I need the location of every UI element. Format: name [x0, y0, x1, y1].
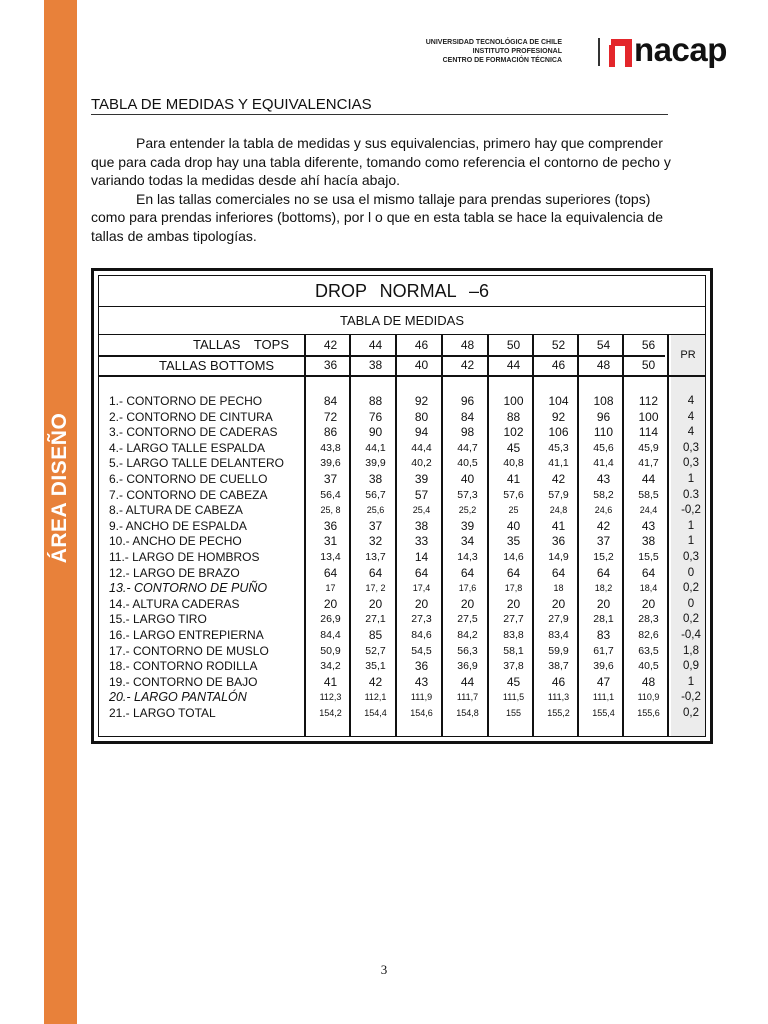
tops-size: 42 [323, 338, 338, 352]
measurement-value: 47 [596, 674, 611, 689]
measurement-value: 155,4 [592, 708, 615, 718]
measurement-value: 64 [368, 565, 383, 580]
measurement-value: 27,3 [411, 613, 432, 626]
measurement-value: 33 [414, 534, 429, 549]
pr-value: 4 [687, 395, 695, 407]
measurement-label: 20.- LARGO PANTALÓN [109, 690, 247, 705]
measurement-value: 14,3 [457, 551, 478, 563]
measurement-value: 40,5 [638, 660, 659, 673]
measurement-value: 25,6 [366, 505, 385, 516]
pr-value: 0,3 [683, 457, 699, 470]
measurement-value: 63,5 [638, 644, 659, 657]
measurement-value: 43 [641, 518, 656, 533]
measurement-value: 114 [638, 425, 659, 440]
measurement-value: 96 [460, 394, 475, 408]
measurement-value: 92 [551, 409, 566, 424]
measurement-value: 20 [506, 596, 521, 611]
measurement-label: 11.- LARGO DE HOMBROS [109, 550, 260, 564]
measurement-value: 35 [506, 534, 521, 549]
measurement-value: 41,1 [548, 457, 569, 470]
measurement-label: 21.- LARGO TOTAL [109, 706, 216, 720]
table-row-divider [99, 375, 705, 377]
measurement-value: 44,1 [365, 441, 386, 454]
pr-value: 1,8 [683, 644, 699, 657]
table-column-divider [304, 335, 306, 736]
measurement-label: 10.- ANCHO DE PECHO [109, 534, 242, 549]
measurement-value: 102 [503, 425, 524, 440]
pr-header: PR [680, 349, 696, 361]
measurement-value: 20 [414, 596, 429, 611]
measurement-value: 154,2 [319, 708, 342, 718]
bottoms-size: 44 [506, 358, 521, 372]
measurement-value: 111,3 [547, 692, 570, 703]
tops-size: 48 [460, 338, 475, 352]
tops-size: 56 [641, 338, 656, 352]
measurement-value: 57,9 [548, 488, 569, 501]
measurement-value: 54,5 [411, 644, 432, 657]
measurement-value: 59,9 [548, 644, 569, 657]
measurement-value: 57,6 [503, 488, 524, 501]
measurement-value: 38,7 [548, 660, 569, 673]
measurement-value: 100 [503, 394, 524, 408]
pr-value: 0.3 [683, 488, 699, 501]
measurement-value: 86 [323, 425, 338, 440]
measurement-value: 17,8 [504, 583, 523, 594]
measurement-value: 36 [551, 534, 566, 549]
measurement-value: 104 [548, 394, 569, 408]
pr-value: 1 [687, 535, 695, 548]
measurement-value: 39 [414, 472, 429, 486]
pr-value: -0,4 [681, 629, 701, 641]
measurement-label: 7.- CONTORNO DE CABEZA [109, 487, 268, 502]
measurement-label: 15.- LARGO TIRO [109, 612, 207, 627]
pr-value: 0,3 [683, 441, 699, 454]
measurement-value: 64 [414, 565, 429, 580]
measurement-value: 83,4 [548, 629, 569, 641]
measurement-value: 64 [551, 565, 566, 580]
measurement-value: 58,2 [593, 488, 614, 501]
measurement-label: 12.- LARGO DE BRAZO [109, 565, 240, 580]
measurement-value: 92 [414, 394, 429, 408]
measurement-value: 13,7 [365, 551, 386, 563]
measurement-label: 8.- ALTURA DE CABEZA [109, 503, 243, 518]
measurement-label: 9.- ANCHO DE ESPALDA [109, 518, 247, 533]
bottoms-size: 46 [551, 358, 566, 372]
table-subtitle: TABLA DE MEDIDAS [99, 307, 705, 335]
measurement-value: 42 [368, 674, 383, 689]
measurement-value: 42 [596, 518, 611, 533]
measurement-value: 36,9 [457, 660, 478, 673]
measurement-value: 58,5 [638, 488, 659, 501]
measurement-value: 25, 8 [320, 505, 341, 516]
measurement-value: 36 [323, 518, 338, 533]
bottoms-size: 40 [414, 358, 429, 372]
measurement-label: 18.- CONTORNO RODILLA [109, 659, 258, 674]
measurement-value: 98 [460, 425, 475, 440]
bottoms-size: 48 [596, 358, 611, 372]
measurement-value: 112,1 [364, 692, 387, 703]
measurement-value: 44,7 [457, 441, 478, 454]
pr-value: 0,9 [683, 660, 699, 673]
measurement-value: 57,3 [457, 488, 478, 501]
measurement-value: 17,4 [412, 583, 431, 594]
measurement-value: 64 [323, 565, 338, 580]
measurement-value: 20 [460, 596, 475, 611]
measurement-value: 20 [641, 596, 656, 611]
drop-title: DROP NORMAL –6 [99, 276, 705, 307]
measurement-value: 155 [505, 708, 522, 718]
measurement-value: 25,4 [412, 505, 431, 516]
intro-text [91, 134, 671, 245]
tops-label: TALLAS TOPS [193, 337, 289, 352]
table-row-divider [99, 355, 665, 357]
measurement-value: 64 [460, 565, 475, 580]
measurement-value: 83 [596, 628, 611, 642]
measurement-value: 100 [638, 409, 659, 424]
measurement-value: 45,3 [548, 441, 569, 454]
page-title: TABLA DE MEDIDAS Y EQUIVALENCIAS [91, 96, 668, 115]
measurement-value: 155,6 [637, 708, 660, 718]
measurement-value: 35,1 [365, 660, 386, 673]
measurement-value: 36 [414, 659, 429, 674]
measurement-value: 34 [460, 534, 475, 549]
measurement-value: 56,3 [457, 644, 478, 657]
measurement-value: 39,9 [365, 457, 386, 470]
measurement-value: 38 [641, 534, 656, 549]
bottoms-size: 36 [323, 358, 338, 372]
measurement-value: 108 [593, 394, 614, 408]
institution-line-2: INSTITUTO PROFESIONAL [472, 48, 562, 55]
institution-line-1: UNIVERSIDAD TECNOLÓGICA DE CHILE [425, 39, 562, 46]
measurement-value: 61,7 [593, 644, 614, 657]
tops-size: 54 [596, 338, 611, 352]
pr-value: -0,2 [681, 691, 701, 704]
measurement-value: 25 [508, 505, 519, 516]
measurement-value: 24,8 [549, 505, 568, 516]
measurement-value: 48 [641, 674, 656, 689]
measurement-value: 40,5 [457, 457, 478, 470]
measurement-value: 56,4 [320, 488, 341, 501]
measurement-value: 39,6 [593, 660, 614, 673]
measurement-value: 80 [414, 409, 429, 424]
measurement-value: 72 [323, 409, 338, 424]
measurement-value: 44 [460, 674, 475, 689]
measurement-label: 3.- CONTORNO DE CADERAS [109, 425, 278, 440]
measurement-value: 64 [506, 565, 521, 580]
table-inner [98, 275, 706, 737]
measurement-value: 83,8 [503, 629, 524, 641]
measurement-value: 28,1 [593, 613, 614, 626]
measurement-value: 28,3 [638, 613, 659, 626]
measurement-value: 18 [553, 583, 564, 594]
brand-wordmark: nacap [634, 31, 727, 68]
measurement-value: 24,6 [594, 505, 613, 516]
measurement-value: 18,2 [594, 583, 613, 594]
measurement-value: 84,4 [320, 629, 341, 641]
measurement-value: 14,9 [548, 551, 569, 563]
measurement-value: 39,6 [320, 457, 341, 470]
tops-size: 50 [506, 338, 521, 352]
measurement-label: 6.- CONTORNO DE CUELLO [109, 472, 268, 486]
header-logo [425, 31, 738, 74]
measurement-value: 45 [506, 440, 521, 455]
measurement-value: 41 [506, 472, 521, 486]
measurement-value: 43,8 [320, 441, 341, 454]
measurement-value: 41,7 [638, 457, 659, 470]
measurement-value: 17 [325, 583, 336, 594]
measurement-label: 5.- LARGO TALLE DELANTERO [109, 456, 284, 471]
pr-value: 0 [687, 597, 695, 610]
inacap-logo-icon [608, 37, 634, 67]
measurement-value: 17, 2 [365, 583, 386, 594]
pr-value: 1 [687, 675, 695, 688]
measurement-value: 43 [414, 674, 429, 689]
measurement-value: 18,4 [639, 583, 658, 594]
measurement-value: 58,1 [503, 644, 524, 657]
tops-size: 44 [368, 338, 383, 352]
measurement-value: 84,2 [457, 629, 478, 641]
measurement-value: 13,4 [320, 551, 341, 563]
institution-line-3: CENTRO DE FORMACIÓN TÉCNICA [442, 57, 562, 64]
pr-value: 0,2 [683, 582, 699, 595]
measurement-label: 4.- LARGO TALLE ESPALDA [109, 440, 266, 455]
measurement-value: 37 [596, 534, 611, 549]
page-number: 3 [380, 962, 388, 977]
measurement-value: 37 [368, 518, 383, 533]
measurement-value: 27,7 [503, 613, 524, 626]
measurement-value: 76 [368, 409, 383, 424]
logo-separator [598, 38, 600, 66]
measurement-value: 56,7 [365, 488, 386, 501]
measurement-value: 44 [641, 472, 656, 486]
measurement-value: 154,4 [364, 708, 387, 718]
measurement-value: 112,3 [319, 692, 342, 703]
measurement-value: 40 [506, 518, 521, 533]
measurement-value: 20 [551, 596, 566, 611]
measurement-value: 84 [323, 394, 338, 408]
measurement-value: 111,5 [502, 692, 525, 703]
measurement-value: 38 [368, 472, 383, 486]
bottoms-size: 50 [641, 358, 656, 372]
measurement-value: 45,9 [638, 441, 659, 454]
measurement-value: 155,2 [547, 708, 570, 718]
measurement-value: 34,2 [320, 660, 341, 673]
measurement-value: 84 [460, 409, 475, 424]
measurement-value: 50,9 [320, 644, 341, 657]
measurement-value: 27,1 [365, 613, 386, 626]
tops-size: 46 [414, 338, 429, 352]
measurement-value: 41 [551, 518, 566, 533]
measurement-value: 40,2 [411, 457, 432, 470]
measurement-value: 40 [460, 472, 475, 486]
measurement-value: 154,8 [456, 708, 479, 718]
measurement-value: 84,6 [411, 629, 432, 641]
measurement-label: 14.- ALTURA CADERAS [109, 596, 240, 611]
measurement-value: 96 [596, 409, 611, 424]
measurement-value: 39 [460, 518, 475, 533]
measurement-value: 14 [414, 550, 429, 564]
measurement-value: 88 [368, 394, 383, 408]
measurement-value: 37 [323, 472, 338, 486]
measurement-value: 52,7 [365, 644, 386, 657]
measurement-value: 20 [596, 596, 611, 611]
measurement-value: 20 [368, 596, 383, 611]
measurement-label: 1.- CONTORNO DE PECHO [109, 394, 263, 408]
bottoms-label: TALLAS BOTTOMS [159, 358, 275, 373]
measurement-value: 27,5 [457, 613, 478, 626]
measurement-value: 14,6 [503, 551, 524, 563]
measurement-value: 37,8 [503, 660, 524, 673]
measurement-value: 24,4 [639, 505, 658, 516]
measurement-value: 26,9 [320, 613, 341, 626]
measurement-value: 46 [551, 674, 566, 689]
measurement-value: 90 [368, 425, 383, 440]
measurement-value: 15,5 [638, 551, 659, 563]
measurement-value: 94 [414, 425, 429, 440]
measurement-value: 45 [506, 674, 521, 689]
measurement-value: 85 [368, 628, 383, 642]
measurement-value: 111,7 [456, 692, 479, 703]
measurement-value: 25,2 [458, 505, 477, 516]
measurement-label: 16.- LARGO ENTREPIERNA [109, 628, 264, 642]
measurement-value: 20 [323, 596, 338, 611]
tops-size: 52 [551, 338, 566, 352]
measurement-value: 57 [414, 487, 429, 502]
measurement-value: 15,2 [593, 551, 614, 563]
pr-value: 0,2 [683, 707, 699, 719]
measurement-value: 64 [641, 565, 656, 580]
measurement-value: 27,9 [548, 613, 569, 626]
pr-value: 1 [687, 519, 695, 532]
measurements-table [91, 268, 713, 744]
pr-value: -0,2 [681, 504, 701, 517]
measurement-value: 106 [548, 425, 569, 440]
measurement-value: 38 [414, 518, 429, 533]
measurement-value: 111,9 [410, 692, 433, 703]
measurement-value: 88 [506, 409, 521, 424]
pr-value: 0,3 [683, 551, 699, 563]
measurement-value: 110 [593, 425, 614, 440]
measurement-value: 31 [323, 534, 338, 549]
pr-value: 0 [687, 566, 695, 579]
intro-paragraph-1: Para entender la tabla de medidas y sus equivalencias, primero hay que comprender que para cada drop hay una tabla diferente, tomando como referencia el contorno de pecho y variando todas la medidas desde ahí hacía abajo. [91, 135, 671, 188]
measurement-label: 17.- CONTORNO DE MUSLO [109, 643, 269, 658]
measurement-value: 110,9 [637, 692, 660, 703]
pr-value: 4 [687, 426, 695, 439]
bottoms-size: 42 [460, 358, 475, 372]
measurement-value: 41,4 [593, 457, 614, 470]
measurement-value: 45,6 [593, 441, 614, 454]
measurement-value: 82,6 [638, 629, 659, 641]
intro-paragraph-2: En las tallas comerciales no se usa el mismo tallaje para prendas superiores (tops) como para prendas inferiores (bottoms), por l o que en esta tabla se hace la equivalencia de tallas de ambas tipologías. [91, 190, 664, 244]
measurement-value: 40,8 [503, 457, 524, 470]
measurement-value: 154,6 [410, 708, 433, 718]
measurement-value: 32 [368, 534, 383, 549]
bottoms-size: 38 [368, 358, 383, 372]
measurement-value: 42 [551, 472, 566, 486]
measurement-label: 2.- CONTORNO DE CINTURA [109, 409, 273, 424]
measurement-value: 41 [323, 674, 338, 689]
measurement-value: 64 [596, 565, 611, 580]
side-label: ÁREA DISEÑO [48, 412, 71, 564]
pr-value: 4 [687, 410, 695, 423]
measurement-value: 112 [638, 394, 659, 408]
measurement-label: 19.- CONTORNO DE BAJO [109, 674, 258, 689]
measurement-label: 13.- CONTORNO DE PUÑO [109, 581, 268, 596]
measurement-value: 111,1 [592, 692, 615, 703]
measurement-value: 43 [596, 472, 611, 486]
pr-value: 1 [687, 473, 695, 485]
measurement-value: 44,4 [411, 441, 432, 454]
pr-value: 0,2 [683, 613, 699, 626]
measurement-value: 17,6 [458, 583, 477, 594]
institution-lines [426, 38, 562, 65]
